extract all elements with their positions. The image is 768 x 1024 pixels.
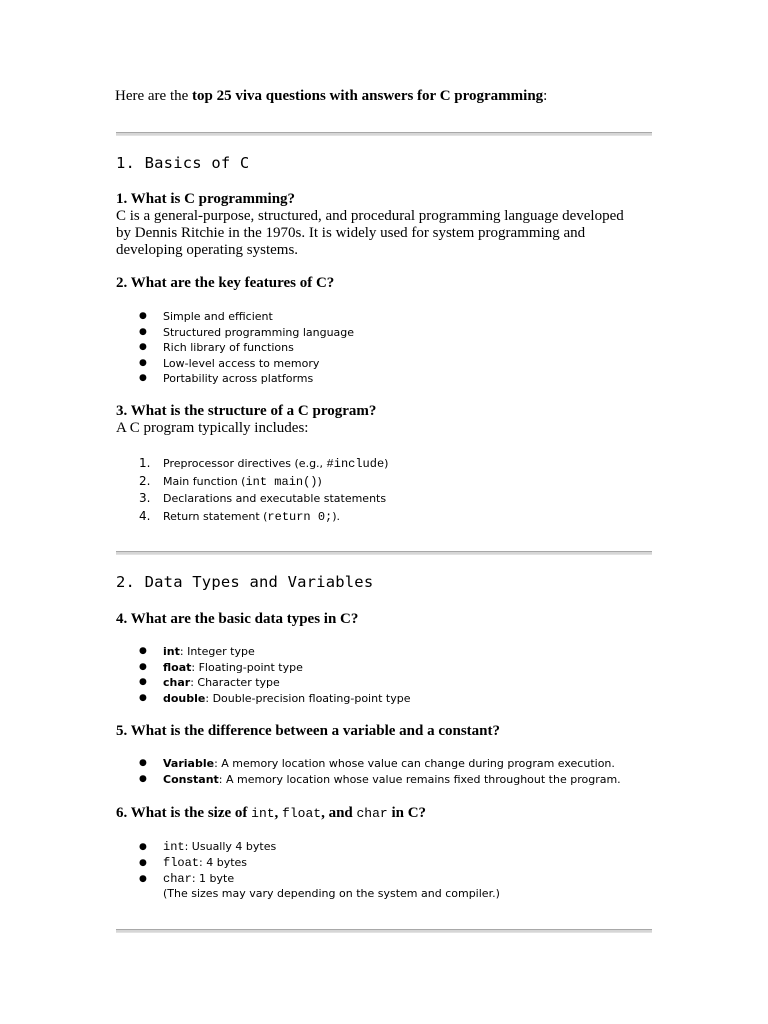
intro-bold-text: top 25 viva questions with answers for C programming	[192, 88, 544, 104]
list-item-text: : 4 bytes	[199, 856, 248, 869]
list-number: 1.	[139, 456, 151, 470]
answer-1-line-3: developing operating systems.	[116, 242, 299, 258]
list-item-text: : A memory location whose value remains fixed throughout the program.	[218, 772, 621, 786]
list-item-text: : 1 byte	[191, 872, 235, 885]
divider	[116, 551, 652, 555]
list-item	[139, 691, 410, 707]
list-item-text: )	[317, 474, 322, 488]
list-item-term: float	[163, 660, 192, 674]
list-item-text: Declarations and executable statements	[163, 492, 387, 505]
list-item-text: Preprocessor directives (e.g.,	[163, 457, 327, 470]
bullet-icon: ●	[139, 311, 147, 321]
list-item-text: : Integer type	[179, 645, 255, 658]
list-number: 2.	[139, 473, 151, 488]
list-item-code: char	[163, 872, 192, 886]
bullet-icon: ●	[139, 661, 147, 672]
list-item-text: : Double-precision floating-point type	[205, 691, 411, 705]
bullet-icon: ●	[139, 773, 147, 784]
list-item-text: Low-level access to memory	[163, 356, 320, 370]
answer-3-intro: A C program typically includes:	[116, 420, 309, 436]
list-item-text: Return statement (	[163, 509, 268, 523]
list-item-text: )	[384, 457, 389, 470]
list-item-code: return 0;	[267, 509, 333, 524]
list-number: 3.	[139, 491, 151, 505]
list-item	[139, 855, 276, 871]
list-item	[139, 325, 354, 341]
list-item-text: Simple and efficient	[163, 310, 273, 323]
intro-colon: :	[543, 88, 548, 104]
question-1-title: 1. What is C programming?	[116, 191, 296, 207]
list-item-text: Portability across platforms	[163, 372, 314, 385]
list-item-text: : Usually 4 bytes	[184, 840, 277, 853]
list-item	[139, 660, 410, 676]
list-item-text: : Floating-point type	[191, 660, 303, 674]
question-6-text: 6. What is the size of	[116, 805, 252, 821]
list-item	[139, 772, 621, 788]
list-item-term: double	[163, 691, 206, 705]
structure-list	[139, 455, 388, 525]
list-item-code: float	[163, 856, 200, 870]
list-item-text: : A memory location whose value can change during program execution.	[214, 757, 615, 770]
bullet-icon: ●	[139, 677, 147, 687]
section-heading-data-types: 2. Data Types and Variables	[116, 573, 374, 591]
answer-1-line-1: C is a general-purpose, structured, and procedural programming language developed	[116, 208, 624, 224]
list-item	[139, 356, 354, 372]
bullet-icon: ●	[139, 646, 147, 656]
list-item-text: : Character type	[190, 676, 280, 689]
list-item	[139, 340, 354, 356]
list-item	[139, 508, 388, 526]
list-item-term: Constant	[163, 772, 219, 786]
list-item	[139, 473, 388, 491]
question-6-code: char	[356, 806, 388, 821]
list-item-code: int main()	[245, 474, 318, 489]
answer-1-line-2: by Dennis Ritchie in the 1970s. It is widely used for system programming and	[116, 225, 586, 241]
question-6-title	[116, 804, 426, 823]
question-6-code: int	[251, 806, 275, 821]
list-number: 4.	[139, 508, 151, 523]
sizes-note: (The sizes may vary depending on the system and compiler.)	[163, 887, 500, 900]
list-item	[139, 839, 276, 855]
variable-constant-list	[139, 756, 621, 787]
data-types-list	[139, 644, 410, 706]
bullet-icon: ●	[139, 758, 147, 768]
bullet-icon: ●	[139, 342, 147, 352]
list-item	[139, 371, 354, 387]
question-6-text: in C?	[387, 805, 427, 821]
question-6-code: float	[282, 806, 322, 821]
divider	[116, 929, 652, 933]
list-item	[139, 309, 354, 325]
list-item-term: Variable	[163, 757, 215, 770]
list-item	[139, 675, 410, 691]
list-item-code: #include	[326, 457, 385, 471]
list-item	[139, 644, 410, 660]
list-item-text: Main function (	[163, 474, 246, 488]
list-item-text: Structured programming language	[163, 325, 355, 339]
list-item	[139, 871, 276, 887]
bullet-icon: ●	[139, 874, 147, 884]
question-4-title: 4. What are the basic data types in C?	[116, 611, 359, 627]
bullet-icon: ●	[139, 357, 147, 368]
question-6-text: , and	[321, 805, 357, 821]
section-heading-basics: 1. Basics of C	[116, 154, 250, 172]
bullet-icon: ●	[139, 373, 147, 383]
list-item-code: int	[163, 840, 185, 854]
divider	[116, 132, 652, 136]
sizes-list	[139, 839, 276, 887]
list-item	[139, 756, 621, 772]
features-list	[139, 309, 354, 387]
list-item-text: ).	[332, 509, 341, 523]
bullet-icon: ●	[139, 692, 147, 703]
question-5-title: 5. What is the difference between a variable and a constant?	[116, 723, 501, 739]
list-item	[139, 490, 388, 508]
list-item	[139, 455, 388, 473]
bullet-icon: ●	[139, 842, 147, 852]
bullet-icon: ●	[139, 858, 147, 868]
question-2-title: 2. What are the key features of C?	[116, 275, 335, 291]
intro-line	[115, 87, 547, 105]
question-3-title: 3. What is the structure of a C program?	[116, 403, 377, 419]
bullet-icon: ●	[139, 326, 147, 337]
list-item-term: char	[163, 676, 191, 689]
question-6-text: ,	[274, 805, 283, 821]
list-item-text: Rich library of functions	[163, 341, 294, 354]
list-item-term: int	[163, 645, 180, 658]
intro-text: Here are the	[115, 88, 193, 104]
